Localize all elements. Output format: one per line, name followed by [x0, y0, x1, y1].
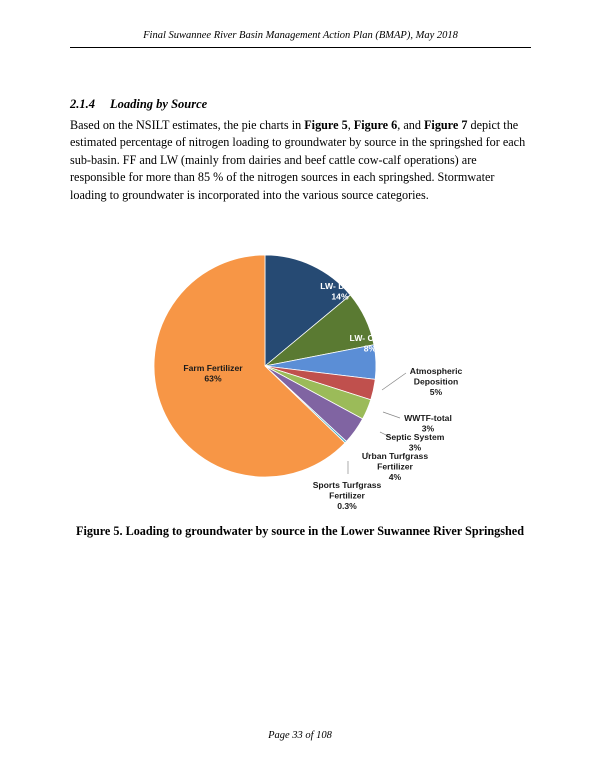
figure-6-ref: Figure 6: [353, 118, 398, 132]
figure-caption: Figure 5. Loading to groundwater by source in the Lower Suwannee River Springshed: [76, 524, 524, 538]
body-text-1: Based on the NSILT estimates, the pie charts in: [70, 118, 305, 132]
leader-line: [382, 373, 406, 390]
header-rule: [70, 47, 531, 48]
pie-label-urban-turfgrass-fertilizer: Urban Turfgrass Fertilizer 4%: [361, 451, 429, 482]
pie-label-septic-system: Septic System 3%: [385, 432, 445, 453]
pie-label-atmospheric-deposition: Atmospheric Deposition 5%: [409, 366, 463, 397]
pie-label-sports-turfgrass-fertilizer: Sports Turfgrass Fertilizer 0.3%: [312, 480, 382, 511]
leader-line: [383, 412, 400, 418]
section-title: Loading by Source: [110, 97, 208, 111]
section-number: 2.1.4: [70, 97, 95, 111]
pie-label-lw-other: LW- Other 8%: [349, 333, 391, 354]
pie-chart: [150, 240, 490, 530]
figure-5-ref: Figure 5: [304, 118, 348, 132]
body-text-2: ,: [347, 118, 354, 132]
body-paragraph: [70, 117, 532, 204]
page-header: Final Suwannee River Basin Management Action Plan (BMAP), May 2018: [143, 30, 458, 41]
page-footer: Page 33 of 108: [268, 730, 332, 741]
figure-7-ref: Figure 7: [423, 118, 468, 132]
pie-label-wwtf-total: WWTF-total 3%: [404, 413, 452, 434]
pie-label-farm-fertilizer: Farm Fertilizer 63%: [183, 363, 243, 384]
body-text-3: , and: [397, 118, 424, 132]
section-heading: [70, 97, 207, 112]
pie-label-lw-dairy: LW- Dairy 14%: [320, 281, 360, 302]
body-text-4: depict the estimated percentage of nitrogen loading to groundwater by source in the springshed for each sub-basin. FF and LW (mainly from dairies and beef cattle cow-calf operations) are responsible for more than 85 % of the nitrogen sources in each springshed. Stormwater loading to groundwater is incorporated into the various source categories.: [70, 118, 526, 202]
